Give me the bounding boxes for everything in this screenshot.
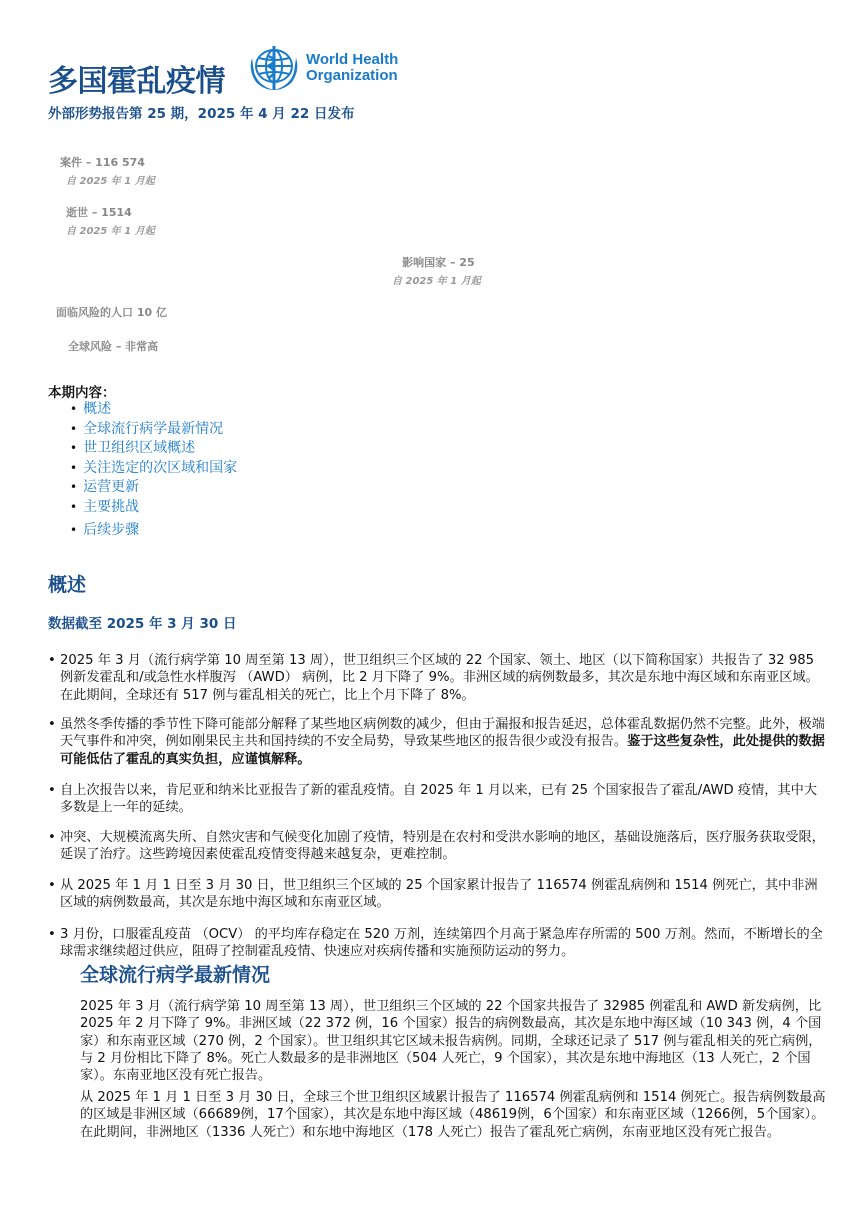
bullet-dot-icon: • bbox=[48, 830, 56, 845]
bullet-text: 冲突、大规模流离失所、自然灾害和气候变化加剧了疫情，特别是在农村和受洪水影响的地区，基础设施落后，医疗服务获取受限，延误了治疗。这些跨境因素使霍乱疫情变得越来越复杂，更难控制。 bbox=[60, 830, 825, 863]
epi-paragraph: 从 2025 年 1 月 1 日至 3 月 30 日，全球三个世卫组织区域累计报告了 116574 例霍乱病例和 1514 例死亡。报告病例数最高的区域是非洲区域（66689例，17个国家），其次是东地中海区域（48619例，6个国家）和东南亚区域（1266例，5个国家）。在此期间，非洲地区（1336 人死亡）和东地中海地区（178 人死亡）报告了霍乱死亡病例，东南亚地区没有死亡报告。 bbox=[80, 1090, 826, 1140]
overview-bullet bbox=[48, 926, 828, 961]
bullet-text-bold: 鉴于这些复杂性，此处提供的数据可能低估了霍乱的真实负担，应谨慎解释。 bbox=[60, 734, 825, 767]
stat-deaths-sub: 自 2025 年 1 月起 bbox=[66, 226, 155, 237]
bullet-text: 3 月份，口服霍乱疫苗 （OCV） 的平均库存稳定在 520 万剂，连续第四个月高于紧急库存所需的 500 万剂。然而，不断增长的全球需求继续超过供应，阻碍了控制霍乱疫情、快速应对疾病传播和实施预防运动的努力。 bbox=[60, 927, 823, 960]
bullet-dot-icon: • bbox=[48, 783, 56, 798]
toc-link-global-epi[interactable]: • 全球流行病学最新情况 bbox=[70, 420, 237, 440]
epi-update-heading: 全球流行病学最新情况 bbox=[80, 964, 271, 986]
bullet-dot-icon: • bbox=[48, 927, 56, 942]
stat-cases bbox=[60, 154, 155, 187]
page-title: 多国霍乱疫情 bbox=[48, 64, 225, 99]
toc-list bbox=[70, 400, 237, 540]
toc-link-operations[interactable]: • 运营更新 bbox=[70, 478, 237, 498]
stat-global-risk: 全球风险 – 非常高 bbox=[68, 340, 159, 353]
stat-cases-label: 案件 – 116 574 bbox=[60, 156, 145, 169]
toc-link-next-steps[interactable]: • 后续步骤 bbox=[70, 521, 237, 541]
stat-countries bbox=[392, 254, 481, 287]
stat-population-at-risk: 面临风险的人口 10 亿 bbox=[56, 306, 167, 319]
bullet-text: 从 2025 年 1 月 1 日至 3 月 30 日，世卫组织三个区域的 25 个国家累计报告了 116574 例霍乱病例和 1514 例死亡，其中非洲区域的病例数最高，其次是东地中海区域和东南亚区域。 bbox=[60, 878, 818, 911]
who-emblem-icon bbox=[246, 42, 302, 94]
overview-bullet bbox=[48, 877, 828, 912]
who-wordmark bbox=[306, 52, 398, 84]
org-name-line2: Organization bbox=[306, 67, 398, 84]
bullet-text-plain: 虽然冬季传播的季节性下降可能部分解释了某些地区病例数的减少，但由于漏报和报告延迟，总体霍乱数据仍然不完整。此外，极端天气事件和冲突，例如刚果民主共和国持续的不安全局势，导致某些地区的报告很少或没有报告。 bbox=[60, 717, 825, 750]
stat-countries-sub: 自 2025 年 1 月起 bbox=[392, 276, 481, 287]
overview-heading: 概述 bbox=[48, 574, 87, 596]
toc-link-subregions[interactable]: • 关注选定的次区域和国家 bbox=[70, 459, 237, 479]
stat-countries-label: 影响国家 – 25 bbox=[402, 256, 475, 269]
report-subtitle: 外部形势报告第 25 期，2025 年 4 月 22 日发布 bbox=[48, 106, 355, 122]
org-name-line1: World Health bbox=[306, 51, 399, 68]
toc-heading: 本期内容： bbox=[48, 385, 116, 401]
bullet-dot-icon: • bbox=[48, 878, 56, 893]
toc-link-regional-overview[interactable]: • 世卫组织区域概述 bbox=[70, 439, 237, 459]
toc-link-overview[interactable]: • 概述 bbox=[70, 400, 237, 420]
toc-link-challenges[interactable]: • 主要挑战 bbox=[70, 498, 237, 518]
stat-deaths bbox=[66, 204, 155, 237]
stat-deaths-label: 逝世 – 1514 bbox=[66, 206, 132, 219]
stat-cases-sub: 自 2025 年 1 月起 bbox=[66, 176, 155, 187]
data-date: 数据截至 2025 年 3 月 30 日 bbox=[48, 616, 237, 632]
epi-paragraph: 2025 年 3 月（流行病学第 10 周至第 13 周），世卫组织三个区域的 22 个国家共报告了 32985 例霍乱和 AWD 新发病例，比 2025 年 2 月下降了 9%。非洲区域（22 372 例，16 个国家）报告的病例数最高，其次是东地中海区域（10 343 例，4 个国家）和东南亚区域（270 例，2 个国家）。世卫组织其它区域未报告病例。同期，全球还记录了 517 例与霍乱相关的死亡病例，与 2 月份相比下降了 8%。死亡人数最多的是非洲地区（504 人死亡，9 个国家），其次是东地中海地区（13 人死亡，2 个国家）。东南亚地区没有死亡报告。 bbox=[80, 999, 822, 1084]
overview-bullet bbox=[48, 782, 828, 817]
overview-bullet bbox=[48, 829, 828, 864]
overview-bullet bbox=[48, 652, 828, 704]
bullet-text: 自上次报告以来，肯尼亚和纳米比亚报告了新的霍乱疫情。自 2025 年 1 月以来，已有 25 个国家报告了霍乱/AWD 疫情，其中大多数是上一年的延续。 bbox=[60, 783, 818, 816]
bullet-text: 2025 年 3 月（流行病学第 10 周至第 13 周），世卫组织三个区域的 22 个国家、领土、地区（以下简称国家）共报告了 32 985 例新发霍乱和/或急性水样腹泻 （AWD） 病例，比 2 月下降了 9%。非洲区域的病例数最多，其次是东地中海区域和东南亚区域。在此期间，全球还有 517 例与霍乱相关的死亡，比上个月下降了 8%。 bbox=[60, 653, 819, 703]
overview-bullet bbox=[48, 716, 828, 768]
bullet-dot-icon: • bbox=[48, 717, 56, 732]
bullet-dot-icon: • bbox=[48, 653, 56, 668]
bullet-text bbox=[60, 716, 828, 768]
